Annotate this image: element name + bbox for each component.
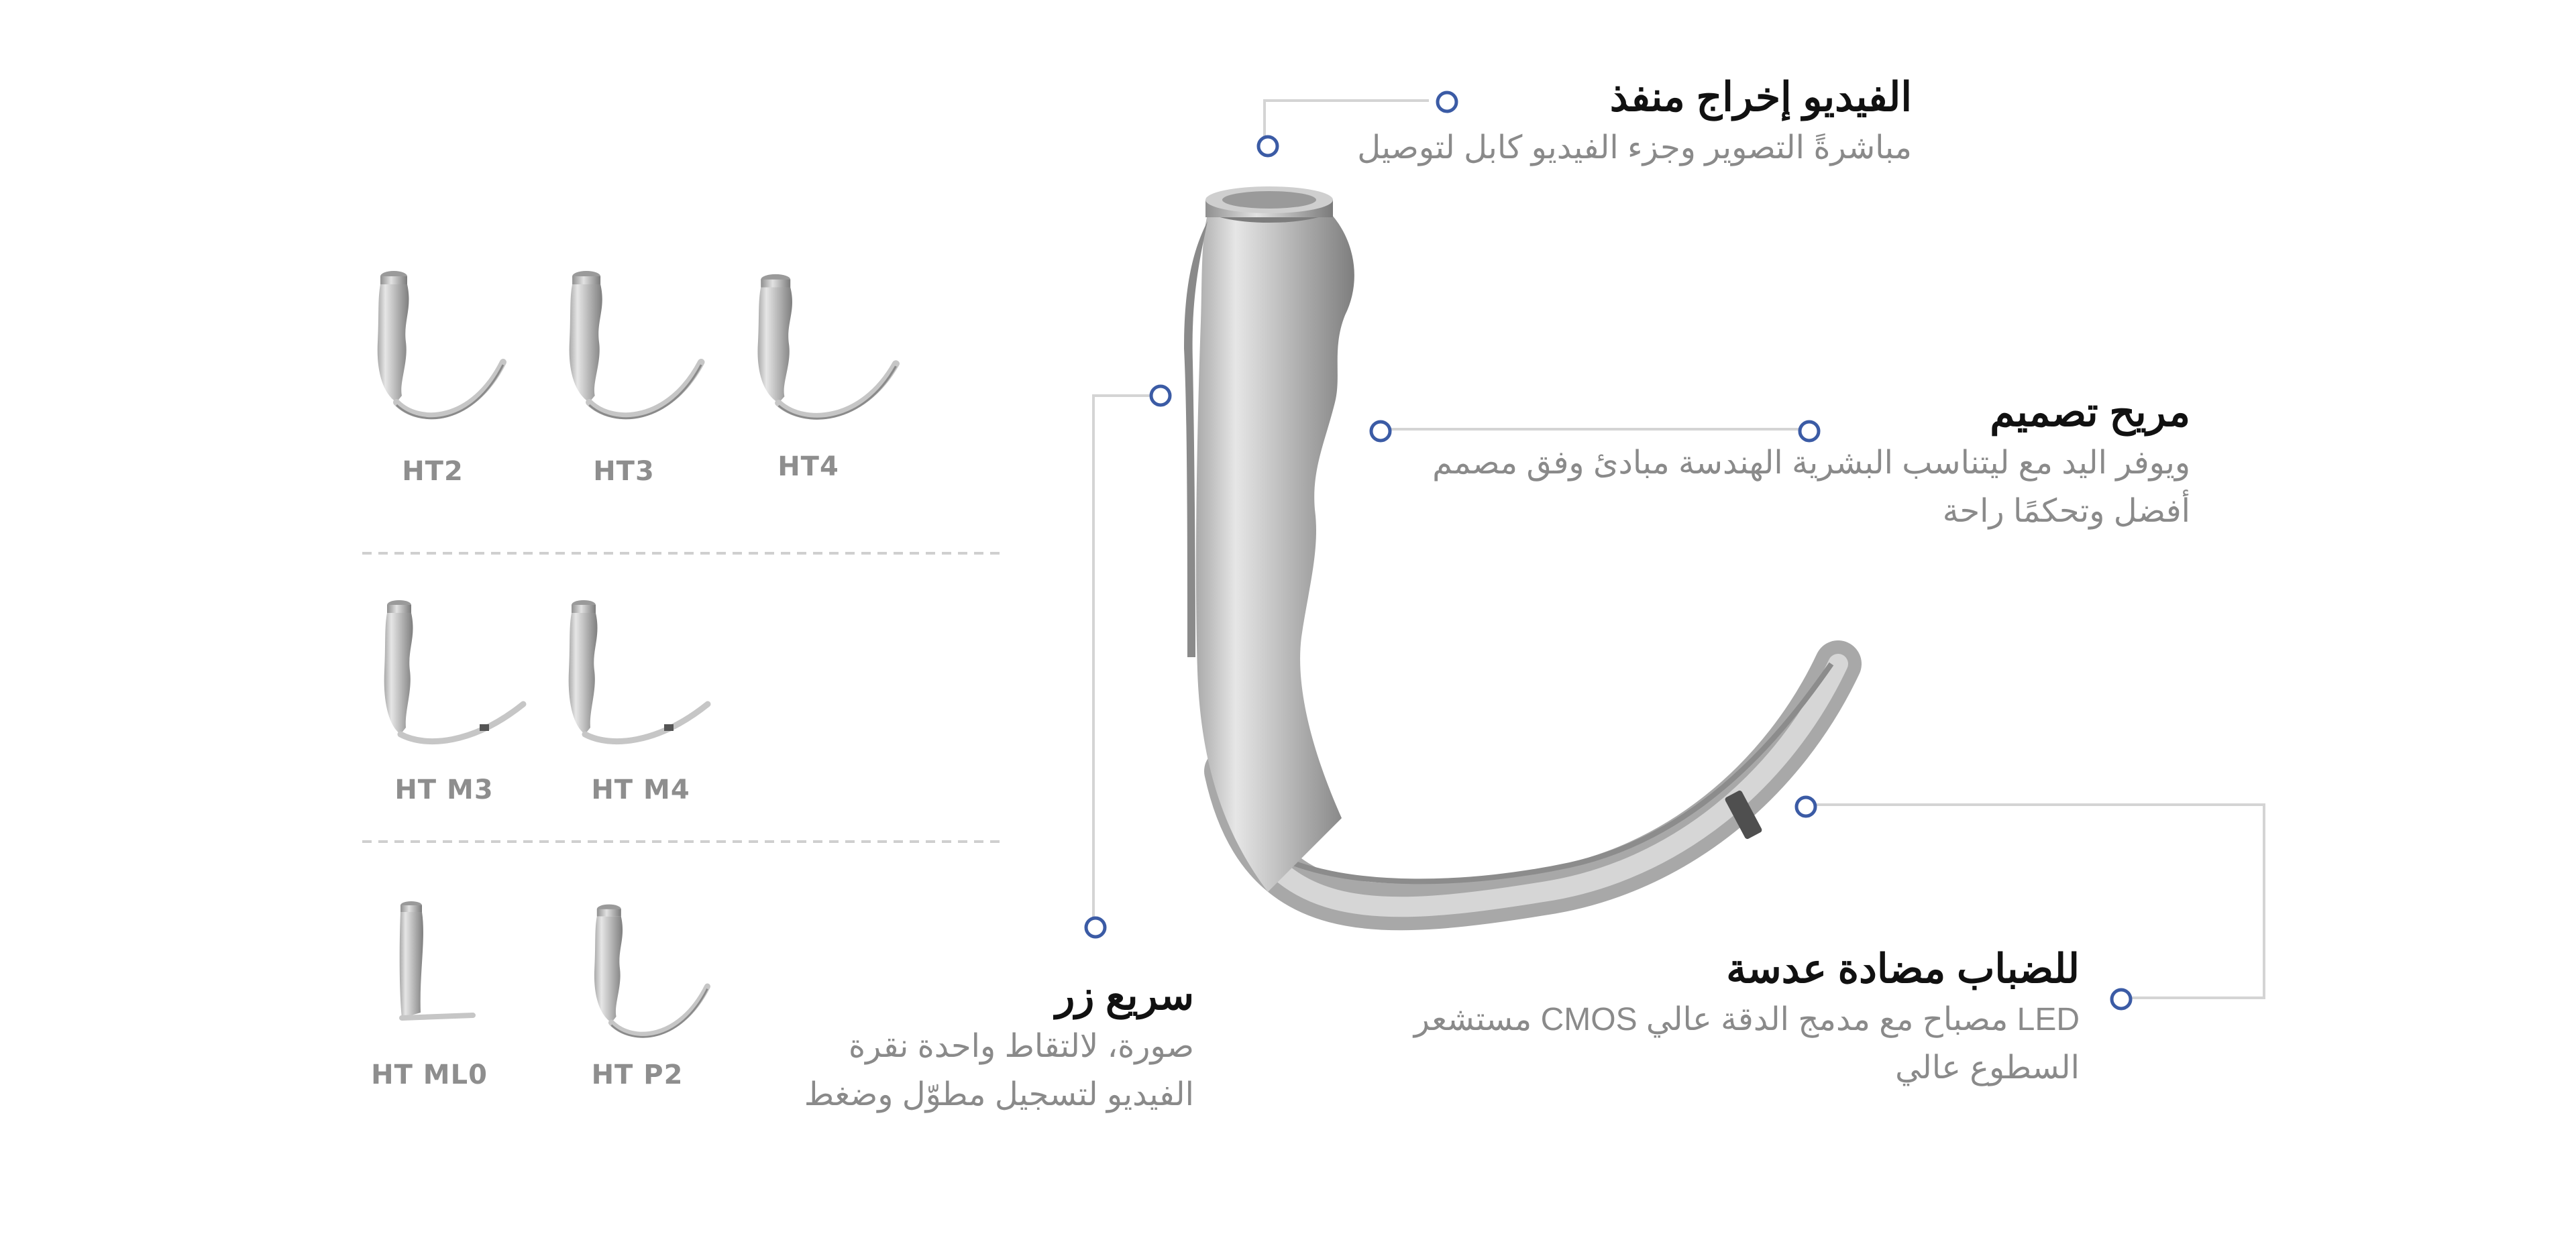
marker-dot xyxy=(1796,797,1815,816)
feature-description xyxy=(1318,439,2190,536)
feature-title: سريع زر xyxy=(1055,973,1194,1018)
variant-label-ht2: HT2 xyxy=(402,456,464,487)
description-line: صورة، لالتقاط واحدة نقرة xyxy=(849,1029,1194,1064)
marker-dot xyxy=(2112,990,2131,1009)
description-line: LED مصباح مع مدمج الدقة عالي CMOS مستشعر xyxy=(1413,1002,2080,1037)
callout-anti-fog xyxy=(1275,946,2080,1092)
feature-description xyxy=(1275,996,2080,1092)
variant-image-htm3 xyxy=(384,600,523,742)
variant-label-ht3: HT3 xyxy=(593,456,655,487)
variant-label-html0: HT ML0 xyxy=(371,1060,488,1090)
description-line: ويوفر اليد مع ليتناسب البشرية الهندسة مبادئ وفق مصمم xyxy=(1432,445,2190,481)
laryngoscope-blade-image xyxy=(1184,186,1838,907)
callout-design xyxy=(1318,389,2190,536)
description-line: السطوع عالي xyxy=(1895,1050,2080,1086)
connector-button xyxy=(1093,396,1159,925)
feature-description: مباشرةً التصوير وجزء الفيديو كابل لتوصيل xyxy=(1357,130,1912,166)
description-line: الفيديو لتسجيل مطوّل وضغط xyxy=(804,1077,1194,1113)
variant-image-ht2 xyxy=(378,271,503,418)
marker-dot xyxy=(1086,918,1105,937)
callout-button xyxy=(590,972,1194,1119)
marker-dot xyxy=(1151,386,1170,405)
feature-description xyxy=(590,1023,1194,1119)
variant-image-htm4 xyxy=(569,600,708,742)
feature-title: للضباب مضادة عدسة xyxy=(1726,946,2080,991)
variant-label-htm4: HT M4 xyxy=(591,775,690,805)
variant-image-ht3 xyxy=(570,271,702,418)
feature-title: الفيديو إخراج منفذ xyxy=(1609,74,1912,119)
feature-title: مريح تصميم xyxy=(1990,390,2190,435)
callout-video-output xyxy=(1174,74,1912,172)
variant-image-html0 xyxy=(400,901,473,1018)
variant-label-ht4: HT4 xyxy=(777,451,839,482)
variant-image-ht4 xyxy=(757,274,896,418)
variant-label-htp2: HT P2 xyxy=(591,1060,684,1090)
variant-label-htm3: HT M3 xyxy=(394,775,494,805)
description-line: أفضل وتحكمًا راحة xyxy=(1942,494,2190,529)
